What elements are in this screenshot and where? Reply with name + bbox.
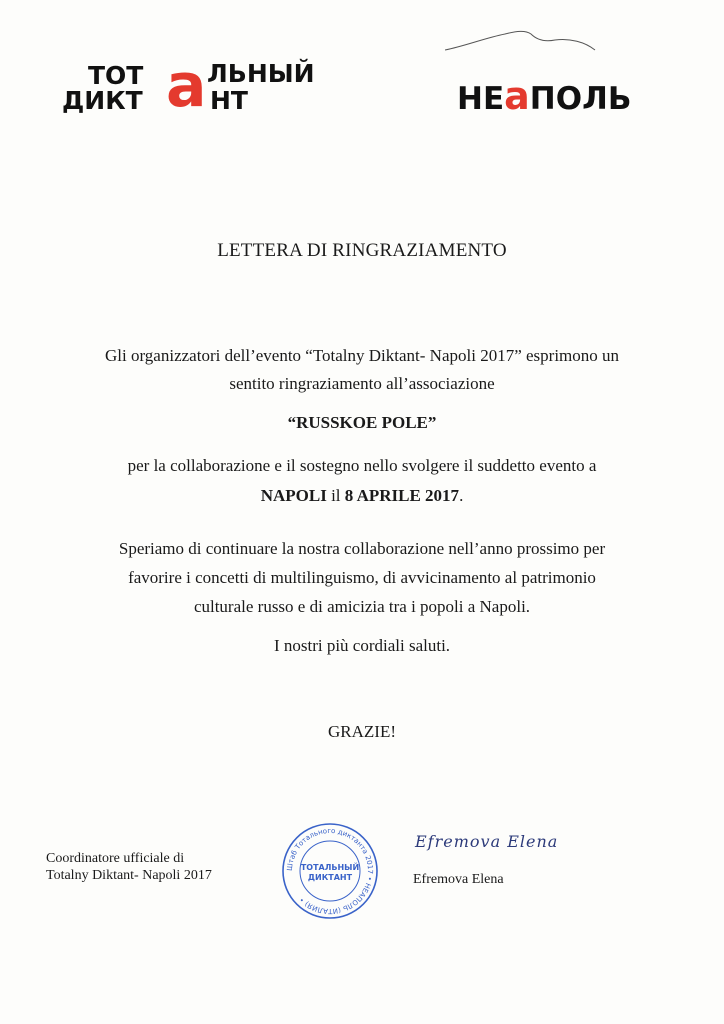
handwritten-signature: Efremova Elena (415, 832, 559, 851)
coordinator-role (46, 850, 212, 884)
coordinator-role-line2: Totalny Diktant- Napoli 2017 (46, 868, 212, 883)
organization-name: “RUSSKOE POLE” (287, 413, 437, 432)
paragraph-intro-line1: Gli organizzatori dell’evento “Totalny Diktant- Napoli 2017” esprimono un (104, 346, 620, 365)
totalny-diktant-logo (62, 48, 315, 121)
paragraph-hope (0, 534, 724, 621)
vesuvius-line-icon (445, 28, 605, 78)
official-stamp (280, 821, 380, 921)
neapol-prefix: НЕ (457, 81, 505, 117)
neapol-logo (445, 28, 632, 118)
paragraph-collaboration: per la collaborazione e il sostegno nello svolgere il suddetto evento a (127, 456, 597, 475)
closing-greeting: I nostri più cordiali saluti. (273, 636, 451, 655)
logo-text-line1-start: ТОТ (88, 61, 144, 90)
coordinator-role-line1: Coordinatore ufficiale di (46, 851, 185, 866)
logo-text-line1-end: ЛЬНЫЙ (207, 59, 315, 88)
logo-text-line2-start: ДИКТ (62, 86, 143, 115)
event-date-line (0, 486, 724, 506)
neapol-wordmark (457, 76, 631, 119)
paragraph-hope-line3: culturale russo e di amicizia tra i popoli a Napoli. (193, 597, 531, 616)
event-date-connector: il (326, 486, 345, 505)
stamp-center-line2: ДИКТАНТ (307, 873, 353, 882)
stamp-ring-text: Штаб Тотального диктанта 2017 • НЕАПОЛЬ (ИТАЛИЯ) • (285, 826, 375, 916)
paragraph-hope-line2: favorire i concetti di multilinguismo, di avvicinamento al patrimonio (128, 568, 596, 587)
paragraph-hope-line1: Speriamo di continuare la nostra collaborazione nell’anno prossimo per (118, 539, 606, 558)
paragraph-intro-line2: sentito ringraziamento all’associazione (229, 374, 495, 393)
signatory-name: Efremova Elena (413, 872, 504, 887)
event-date-end: . (459, 486, 464, 505)
logo-text-line2-end: НТ (210, 86, 248, 115)
paragraph-intro (0, 342, 724, 398)
thanks-text: GRAZIE! (328, 722, 396, 741)
neapol-accent-letter: а (504, 74, 530, 118)
event-city: NAPOLI (260, 486, 327, 505)
neapol-suffix: ПОЛЬ (529, 81, 632, 117)
letter-title: LETTERA DI RINGRAZIAMENTO (217, 240, 507, 261)
event-date: 8 APRILE 2017 (344, 486, 460, 505)
logo-accent-letter: а (166, 51, 207, 121)
stamp-center-line1: ТОТАЛЬНЫЙ (300, 863, 360, 872)
